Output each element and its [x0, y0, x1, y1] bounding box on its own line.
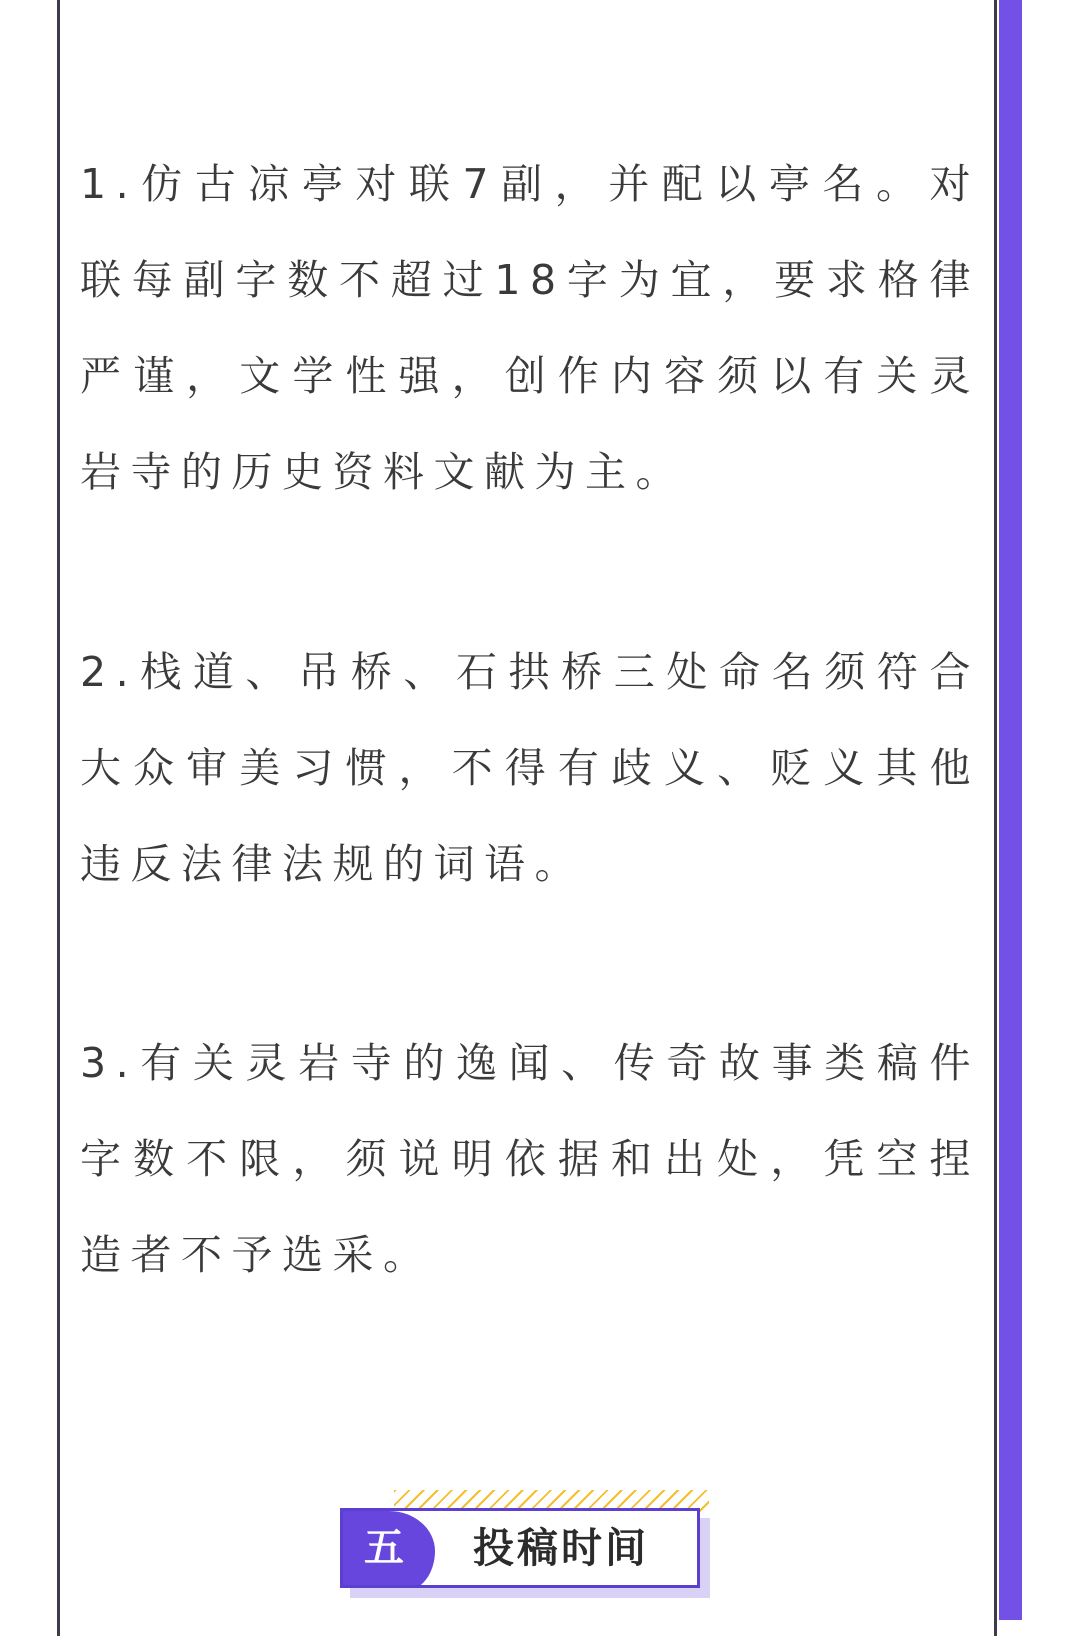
requirement-paragraph-3: 3.有关灵岩寺的逸闻、传奇故事类稿件字数不限，须说明依据和出处，凭空捏造者不予选采。	[80, 1039, 980, 1279]
section-heading-badge	[340, 1508, 710, 1598]
requirement-paragraph-2: 2.栈道、吊桥、石拱桥三处命名须符合大众审美习惯，不得有歧义、贬义其他违反法律法规的词语。	[80, 648, 980, 888]
section-title: 投稿时间	[473, 1524, 649, 1572]
requirement-paragraph-1: 1.仿古凉亭对联7副，并配以亭名。对联每副字数不超过18字为宜，要求格律严谨，文学性强，创作内容须以有关灵岩寺的历史资料文献为主。	[80, 160, 980, 496]
badge-box	[340, 1508, 700, 1588]
section-number: 五	[364, 1525, 404, 1571]
right-accent-strip	[999, 0, 1022, 1620]
